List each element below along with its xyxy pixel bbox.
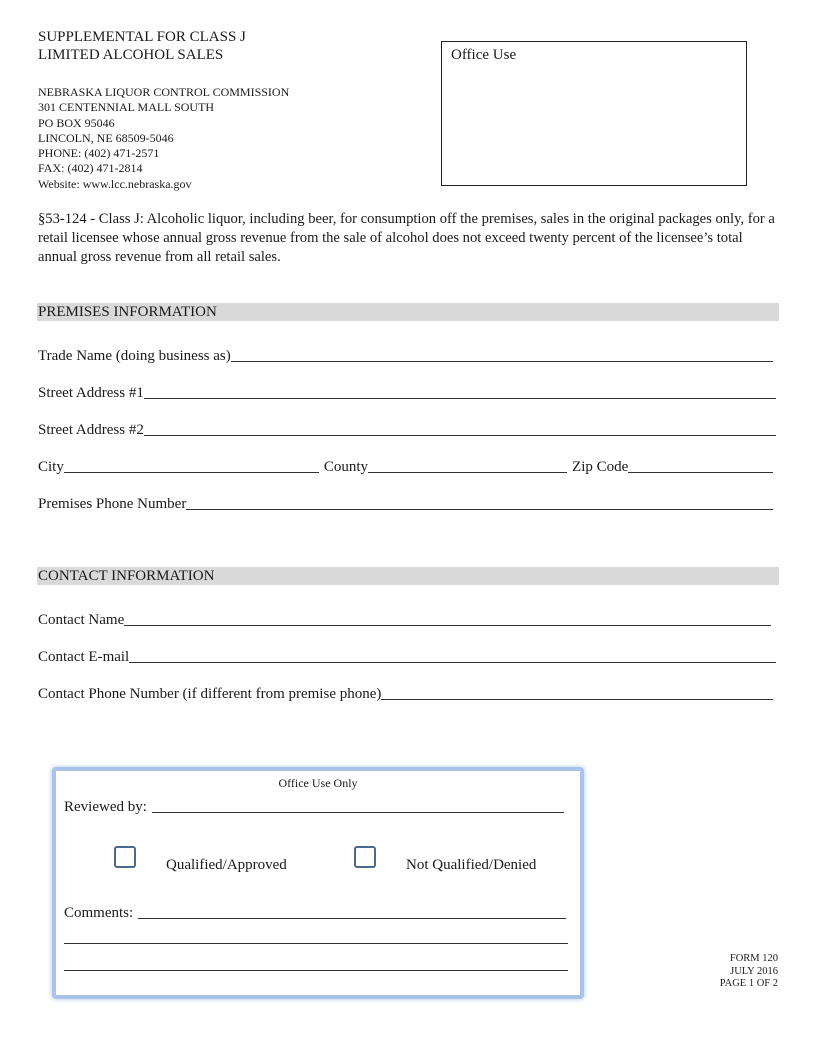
address-line: LINCOLN, NE 68509-5046 [38,130,174,145]
trade-name-input-line[interactable] [231,361,773,362]
street-address-1-field [38,383,776,401]
contact-phone-input-line[interactable] [381,699,773,700]
trade-name-label: Trade Name (doing business as) [38,348,231,364]
office-review-box [52,767,584,999]
reviewed-by-field [64,797,564,815]
county-input-line[interactable] [368,472,567,473]
form-date: JULY 2016 [730,965,778,977]
office-use-box [441,41,747,186]
qualified-approved-checkbox[interactable] [114,846,136,868]
street-address-1-input-line[interactable] [144,398,776,399]
comments-input-line-3[interactable] [64,970,568,971]
contact-phone-label: Contact Phone Number (if different from premise phone) [38,686,382,702]
form-title-line-2: LIMITED ALCOHOL SALES [38,47,224,63]
agency-address [38,85,289,192]
qualified-approved-label: Qualified/Approved [166,857,287,873]
contact-email-input-line[interactable] [129,662,776,663]
street-address-2-label: Street Address #2 [38,422,144,438]
premises-phone-input-line[interactable] [186,509,773,510]
contact-heading: CONTACT INFORMATION [38,568,215,584]
contact-name-label: Contact Name [38,612,125,628]
comments-field [64,903,566,921]
comments-input-line-2[interactable] [64,943,568,944]
contact-phone-field [38,684,773,702]
comments-input-line[interactable] [138,918,566,919]
not-qualified-denied-label: Not Qualified/Denied [406,857,537,873]
office-use-label: Office Use [451,47,517,63]
reviewed-by-input-line[interactable] [152,812,564,813]
statute-paragraph: §53-124 - Class J: Alcoholic liquor, including beer, for consumption off the premises, sales in the original packages only, for a retail licensee whose annual gross revenue from the sale of alcohol does not exceed twenty percent of the licensee’s total annual gross revenue from all retail sales. [38,211,775,265]
city-county-zip-row [38,457,773,475]
reviewed-by-label: Reviewed by: [64,799,147,815]
address-line: PHONE: (402) 471-2571 [38,146,160,161]
contact-name-field [38,610,771,628]
premises-phone-label: Premises Phone Number [38,496,187,512]
not-qualified-denied-checkbox[interactable] [354,846,376,868]
city-input-line[interactable] [64,472,319,473]
form-number: FORM 120 [729,953,778,964]
contact-section-header [37,567,779,585]
address-line: FAX: (402) 471-2814 [38,161,143,176]
address-line: 301 CENTENNIAL MALL SOUTH [38,100,215,115]
page-number: PAGE 1 OF 2 [719,978,778,989]
zip-code-label: Zip Code [572,459,629,475]
premises-section-header [37,303,779,321]
address-line: Website: www.lcc.nebraska.gov [38,176,192,191]
street-address-2-field [38,420,776,438]
contact-email-field [38,647,776,665]
form-title [38,28,246,64]
contact-email-label: Contact E-mail [38,649,130,665]
trade-name-field [38,346,773,364]
zip-code-input-line[interactable] [628,472,773,473]
address-line: NEBRASKA LIQUOR CONTROL COMMISSION [38,85,290,99]
county-label: County [323,459,369,475]
street-address-1-label: Street Address #1 [38,385,144,401]
form-title-line-1: SUPPLEMENTAL FOR CLASS J [38,29,246,45]
comments-label: Comments: [64,905,134,921]
premises-heading: PREMISES INFORMATION [38,304,217,320]
office-use-only-title: Office Use Only [278,776,358,790]
street-address-2-input-line[interactable] [144,435,776,436]
form-footer [720,953,778,991]
city-label: City [38,459,64,475]
contact-name-input-line[interactable] [124,625,771,626]
address-line: PO BOX 95046 [38,115,115,130]
premises-phone-field [38,494,773,512]
